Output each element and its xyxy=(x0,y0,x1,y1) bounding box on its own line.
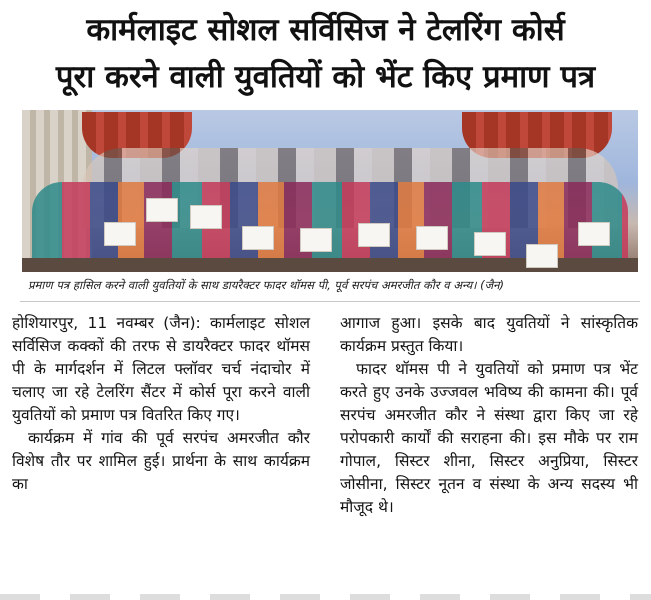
certificate xyxy=(300,228,332,252)
headline-line-1: कार्मलाइट सोशल सर्विसिज ने टेलरिंग कोर्स xyxy=(86,12,565,48)
certificate xyxy=(578,222,610,246)
certificate xyxy=(242,226,274,250)
article-paragraph: आगाज हुआ। इसके बाद युवतियों ने सांस्कृतिक कार्यक्रम प्रस्तुत किया। xyxy=(340,314,638,355)
article-paragraph: होशियारपुर, 11 नवम्बर (जैन): कार्मलाइट सोशल सर्विसिज कक्कों की तरफ से डायरैक्टर फादर थॉमस पी के मार्गदर्शन में लिटल फ्लॉवर चर्च नंदाचोर में चलाए जा रहे टेलरिंग सैंटर में कोर्स पूरा करने वाली युवतियों को प्रमाण पत्र वितरित किए गए। xyxy=(12,314,310,424)
certificate xyxy=(190,205,222,229)
certificate xyxy=(416,226,448,250)
certificate xyxy=(104,222,136,246)
certificate xyxy=(526,244,558,268)
article-column-right xyxy=(340,312,638,519)
photo-caption: प्रमाण पत्र हासिल करने वाली युवतियों के साथ डायरैक्टर फादर थॉमस पी, पूर्व सरपंच अमरजीत कौर व अन्य। (जैन) xyxy=(28,278,505,292)
article-paragraph: कार्यक्रम में गांव की पूर्व सरपंच अमरजीत कौर विशेष तौर पर शामिल हुई। प्रार्थना के साथ कार्यक्रम का xyxy=(12,429,310,493)
caption-divider xyxy=(20,301,640,302)
article-column-left xyxy=(12,312,310,496)
certificate xyxy=(358,223,390,247)
headline-line-2: पूरा करने वाली युवतियों को भेंट किए प्रमाण पत्र xyxy=(55,59,596,95)
certificate xyxy=(474,232,506,256)
group-photo xyxy=(22,110,638,272)
certificate xyxy=(146,198,178,222)
article-paragraph: फादर थॉमस पी ने युवतियों को प्रमाण पत्र भेंट करते हुए उनके उज्जवल भविष्य की कामना की। पूर्व सरपंच अमरजीत कौर ने संस्था द्वारा किए जा रहे परोपकारी कार्यों की सराहना की। इस मौके पर राम गोपाल, सिस्टर शीना, सिस्टर अनुप्रिया, सिस्टर जोसीना, सिस्टर नूतन व संस्था के अन्य सदस्य भी मौजूद थे। xyxy=(340,360,638,516)
clipping-bottom-edge xyxy=(0,594,651,600)
